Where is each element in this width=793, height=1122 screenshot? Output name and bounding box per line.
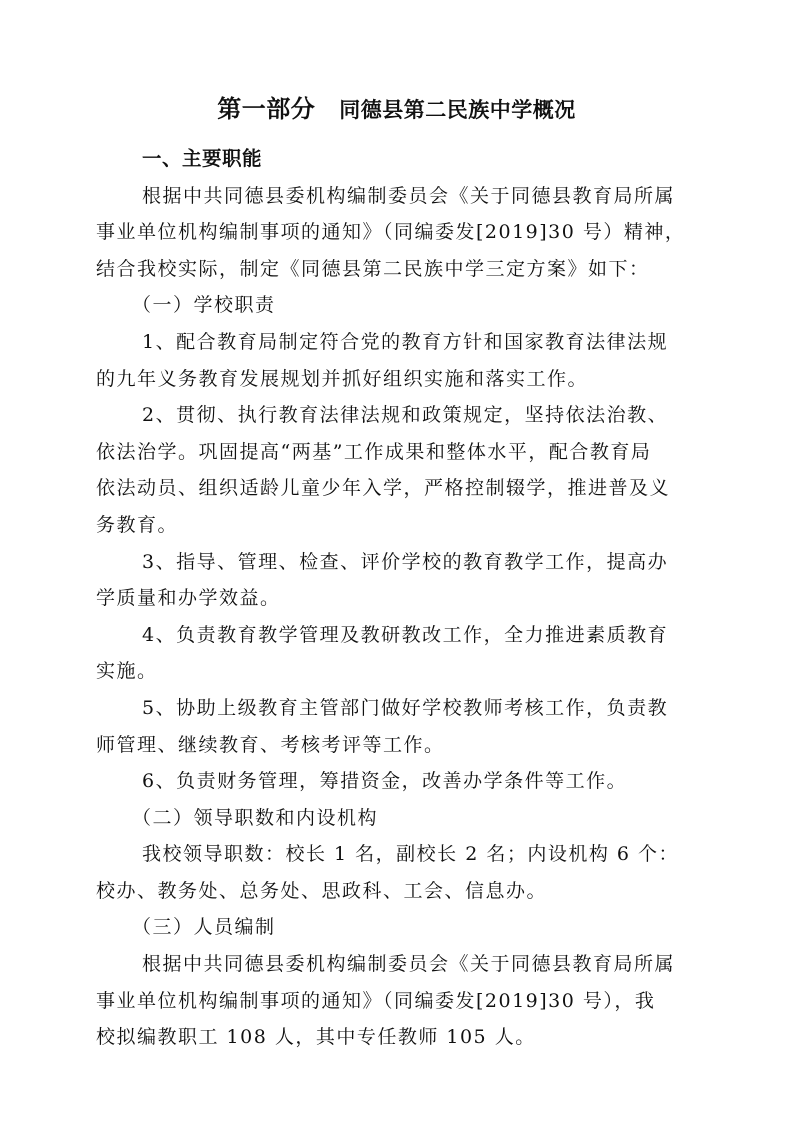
title-part: 第一部分 [217, 95, 316, 123]
intro-paragraph [96, 178, 697, 288]
title-name: 同德县第二民族中学概况 [339, 98, 576, 122]
duty-item-2 [96, 397, 697, 543]
duty-item-1 [96, 324, 697, 397]
text-line: 实施。 [96, 660, 158, 683]
page-title [0, 94, 793, 126]
text-line: 5、协助上级教育主管部门做好学校教师考核工作，负责教 [142, 696, 669, 719]
duty-item-3 [96, 544, 697, 617]
text-line: 事业单位机构编制事项的通知》（同编委发[2019]30 号）精神， [96, 221, 686, 244]
text-line: 我校领导职数：校长 1 名，副校长 2 名；内设机构 6 个： [142, 843, 680, 866]
text-line: 6、负责财务管理，筹措资金，改善办学条件等工作。 [142, 770, 628, 793]
text-line: 的九年义务教育发展规划并抓好组织实施和落实工作。 [96, 367, 589, 390]
text-line: 1、配合教育局制定符合党的教育方针和国家教育法律法规 [142, 330, 669, 353]
text-line: 结合我校实际，制定《同德县第二民族中学三定方案》如下： [96, 257, 650, 280]
section-heading: 一、主要职能 [142, 147, 263, 170]
text-line: 根据中共同德县委机构编制委员会《关于同德县教育局所属 [142, 184, 676, 207]
text-line: 2、贯彻、执行教育法律法规和政策规定，坚持依法治教、 [142, 404, 669, 427]
subsection-heading-duties: （一）学校职责 [132, 294, 276, 317]
text-line: 3、指导、管理、检查、评价学校的教育教学工作，提高办 [142, 550, 669, 573]
text-line: 4、负责教育教学管理及教研教改工作，全力推进素质教育 [142, 623, 669, 646]
text-line: 校拟编教职工 108 人，其中专任教师 105 人。 [96, 1026, 536, 1049]
text-line: 依法治学。巩固提高“两基”工作成果和整体水平，配合教育局 [96, 440, 652, 463]
duty-item-5 [96, 690, 697, 763]
subsection-heading-leadership: （二）领导职数和内设机构 [132, 806, 379, 829]
text-line: 师管理、继续教育、考核考评等工作。 [96, 733, 445, 756]
text-line: 根据中共同德县委机构编制委员会《关于同德县教育局所属 [142, 953, 676, 976]
duty-item-6 [96, 763, 697, 800]
document-body [96, 141, 697, 1056]
leadership-paragraph [96, 836, 697, 909]
text-line: 校办、教务处、总务处、思政科、工会、信息办。 [96, 879, 548, 902]
text-line: 学质量和办学效益。 [96, 587, 281, 610]
staffing-paragraph [96, 946, 697, 1056]
text-line: 依法动员、组织适龄儿童少年入学，严格控制辍学，推进普及义 [96, 477, 671, 500]
subsection-heading-staffing: （三）人员编制 [132, 916, 276, 939]
text-line: 事业单位机构编制事项的通知》（同编委发[2019]30 号），我 [96, 989, 656, 1012]
duty-item-4 [96, 617, 697, 690]
text-line: 务教育。 [96, 513, 179, 536]
